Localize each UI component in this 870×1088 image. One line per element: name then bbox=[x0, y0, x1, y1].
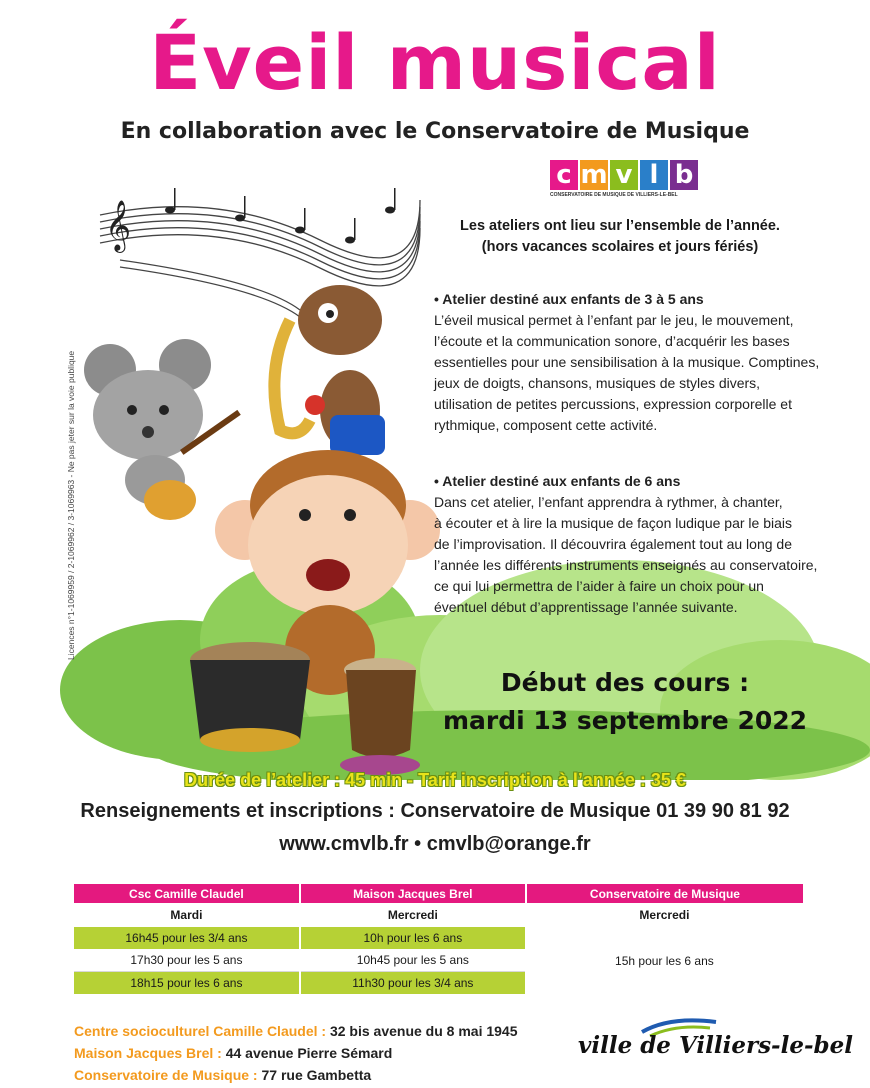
address-value: 77 rue Gambetta bbox=[261, 1067, 372, 1083]
schedule-slot: 17h30 pour les 5 ans bbox=[74, 949, 300, 972]
atelier-line: l’année les différents instruments enseignés au conservatoire, bbox=[434, 557, 818, 573]
debut-line-1: Début des cours : bbox=[500, 668, 750, 697]
duree-tarif: Durée de l’atelier : 45 min - Tarif inscription à l’année : 35 € bbox=[184, 770, 686, 790]
ville-logo: ville de Villiers-le-bel bbox=[578, 1032, 853, 1059]
schedule-slot: 11h30 pour les 3/4 ans bbox=[300, 972, 526, 995]
debut-line-2: mardi 13 septembre 2022 bbox=[442, 706, 808, 735]
logo-letter-b: b bbox=[670, 160, 698, 190]
schedule-header-row bbox=[74, 884, 803, 903]
intro-line-2: (hors vacances scolaires et jours fériés) bbox=[481, 239, 759, 255]
atelier-line: utilisation de petites percussions, expression corporelle et bbox=[434, 396, 792, 412]
atelier-line: ce qui lui permettra de l’aider à faire un choix pour un bbox=[434, 578, 764, 594]
schedule-col-header: Csc Camille Claudel bbox=[74, 884, 300, 903]
atelier-line: de l’improvisation. Il découvrira également tout au long de bbox=[434, 536, 792, 552]
page-title: Éveil musical bbox=[149, 18, 721, 107]
logo-letter-v: v bbox=[610, 160, 638, 190]
atelier-line: l’écoute et la communication sonore, d’acquérir les bases bbox=[434, 333, 790, 349]
atelier-line: essentielles pour une sensibilisation à la musique. Comptines, bbox=[434, 354, 820, 370]
intro-text bbox=[400, 216, 840, 258]
atelier-3-5-ans bbox=[434, 289, 844, 436]
atelier-line: jeux de doigts, chansons, musiques de styles divers, bbox=[434, 375, 761, 391]
address-value: 32 bis avenue du 8 mai 1945 bbox=[329, 1023, 518, 1039]
schedule-table bbox=[74, 884, 804, 994]
address-value: 44 avenue Pierre Sémard bbox=[225, 1045, 393, 1061]
atelier-line: L’éveil musical permet à l’enfant par le jeu, le mouvement, bbox=[434, 312, 794, 328]
table-row bbox=[74, 927, 803, 949]
subtitle: En collaboration avec le Conservatoire de Musique bbox=[120, 119, 750, 144]
svg-text:𝄞: 𝄞 bbox=[105, 200, 132, 251]
address-label: Centre socioculturel Camille Claudel : bbox=[74, 1023, 330, 1039]
schedule-slot: 16h45 pour les 3/4 ans bbox=[74, 927, 300, 949]
atelier-line: rythmique, composent cette activité. bbox=[434, 417, 658, 433]
renseignements: Renseignements et inscriptions : Conservatoire de Musique 01 39 90 81 92 bbox=[80, 800, 790, 822]
logo-letter-c: c bbox=[550, 160, 578, 190]
schedule-day: Mardi bbox=[74, 903, 300, 927]
schedule-slot: 10h pour les 6 ans bbox=[300, 927, 526, 949]
atelier-line: éventuel début d’apprentissage l’année suivante. bbox=[434, 599, 738, 615]
schedule-slot: 15h pour les 6 ans bbox=[526, 927, 803, 994]
schedule-day: Mercredi bbox=[300, 903, 526, 927]
address-line bbox=[74, 1020, 518, 1042]
atelier-line: Dans cet atelier, l’enfant apprendra à rythmer, à chanter, bbox=[434, 494, 783, 510]
address-label: Conservatoire de Musique : bbox=[74, 1067, 262, 1083]
address-line bbox=[74, 1064, 518, 1086]
schedule-slot: 10h45 pour les 5 ans bbox=[300, 949, 526, 972]
schedule-col-header: Maison Jacques Brel bbox=[300, 884, 526, 903]
logo-letter-m: m bbox=[580, 160, 608, 190]
cmvlb-logo bbox=[550, 160, 700, 198]
atelier-heading: • Atelier destiné aux enfants de 3 à 5 ans bbox=[434, 291, 704, 307]
contact-links: www.cmvlb.fr • cmvlb@orange.fr bbox=[279, 833, 591, 855]
schedule-col-header: Conservatoire de Musique bbox=[526, 884, 803, 903]
logo-letter-l: l bbox=[640, 160, 668, 190]
addresses bbox=[74, 1020, 518, 1086]
atelier-heading: • Atelier destiné aux enfants de 6 ans bbox=[434, 473, 681, 489]
licence-text: Licences n°1-1069959 / 2-1069962 / 3-1069963 - Ne pas jeter sur la voie publique bbox=[66, 350, 76, 660]
debut-des-cours bbox=[430, 664, 820, 740]
address-line bbox=[74, 1042, 518, 1064]
licence-vertical bbox=[60, 290, 80, 660]
schedule-day-row bbox=[74, 903, 803, 927]
intro-line-1: Les ateliers ont lieu sur l’ensemble de l’année. bbox=[460, 218, 780, 234]
address-label: Maison Jacques Brel : bbox=[74, 1045, 226, 1061]
schedule-slot: 18h15 pour les 6 ans bbox=[74, 972, 300, 995]
atelier-6-ans bbox=[434, 471, 844, 618]
logo-subtitle: CONSERVATOIRE DE MUSIQUE DE VILLIERS-LE-BEL bbox=[550, 192, 678, 198]
atelier-line: à écouter et à lire la musique de façon ludique par le biais bbox=[434, 515, 792, 531]
schedule-day: Mercredi bbox=[526, 903, 803, 927]
mouse-character bbox=[84, 339, 211, 505]
